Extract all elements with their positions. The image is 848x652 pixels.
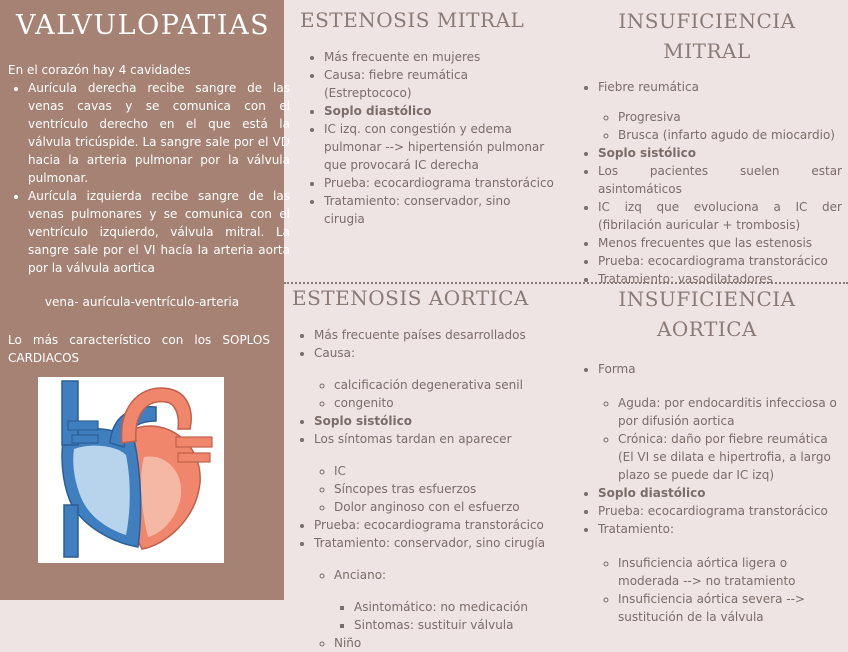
blood-flow-text: vena- aurícula-ventrículo-arteria	[44, 295, 240, 309]
estenosis-mitral-section	[292, 6, 554, 228]
list-item: ◦ Dolor anginoso con el esfuerzo	[334, 498, 554, 516]
list-item: • Aurícula izquierda recibe sangre de las venas pulmonares y se comunica con el ventrículo izquierdo, válvula mitral. La sangre sale por el VI hacía la arteria aorta por la válvula aortica	[28, 187, 290, 277]
page-title: VALVULOPATIAS	[16, 10, 271, 41]
list-item: ◦ Insuficiencia aórtica ligera o moderada --> no tratamiento	[618, 554, 842, 590]
list-item-label: Fiebre reumática	[598, 80, 699, 94]
list-item	[598, 78, 842, 144]
list-item	[334, 566, 554, 634]
list-item: • Soplo sistólico	[598, 144, 842, 162]
list-item: ◦ Brusca (infarto agudo de miocardio)	[618, 126, 842, 144]
intro-text: En el corazón hay 4 cavidades	[8, 63, 191, 77]
section-title-line: INSUFICIENCIA	[618, 9, 796, 33]
section-title: ESTENOSIS AORTICA	[292, 286, 529, 310]
list-item-label: Tratamiento: conservador, sino cirugía	[314, 536, 546, 550]
list-item: ◦ Síncopes tras esfuerzos	[334, 480, 554, 498]
list-item: • Menos frecuentes que las estenosis	[598, 234, 842, 252]
list-item: • Prueba: ecocardiograma transtorácico	[598, 252, 842, 270]
list-item: • Aurícula derecha recibe sangre de las venas cavas y se comunica con el ventrículo derecho en el que está la válvula tricúspide. La sangre sale por el VD hacia la arteria pulmonar por la válvula pulmonar.	[28, 79, 290, 187]
heart-diagram	[38, 377, 224, 563]
list-item: • Tratamiento: conservador, sino cirugia	[324, 192, 554, 228]
list-item	[314, 344, 554, 412]
list-item: ◦ Crónica: daño por fiebre reumática (El VI se dilata e hipertrofia, a largo plazo se puede dar IC izq)	[618, 430, 842, 484]
cavities-list	[8, 79, 290, 277]
list-item: • IC izq. con congestión y edema pulmonar --> hipertensión pulmonar que provocará IC derecha	[324, 120, 554, 174]
list-item: ▪ Sintomas: sustituir válvula	[354, 616, 554, 634]
list-item: • Los pacientes suelen estar asintomáticos	[598, 162, 842, 198]
list-item: • Causa: fiebre reumática (Estreptococo)	[324, 66, 554, 102]
heart-illustration	[38, 377, 224, 563]
list-item: • Más frecuente en mujeres	[324, 48, 554, 66]
insuficiencia-aortica-section	[572, 284, 842, 626]
section-title	[572, 6, 842, 66]
insuficiencia-aortica-list	[572, 360, 842, 626]
section-title-line: MITRAL	[663, 39, 751, 63]
list-item: ◦ Insuficiencia aórtica severa --> sustitución de la válvula	[618, 590, 842, 626]
list-item: ◦ Niño	[334, 634, 554, 652]
insuficiencia-mitral-list	[572, 78, 842, 288]
estenosis-mitral-list	[292, 48, 554, 228]
list-item: • Prueba: ecocardiograma transtorácico	[598, 502, 842, 520]
list-item: • Tratamiento: vasodilatadores	[598, 270, 842, 288]
list-item-label: Forma	[598, 362, 636, 376]
list-item: ▪ Asintomático: no medicación	[354, 598, 554, 616]
list-item-label: Tratamiento:	[598, 522, 675, 536]
list-item: • Prueba: ecocardiograma transtorácico	[314, 516, 554, 534]
section-title-line: AORTICA	[656, 317, 758, 341]
list-item: ◦ Aguda: por endocarditis infecciosa o por difusión aortica	[618, 394, 842, 430]
list-item: ◦ calcificación degenerativa senil	[334, 376, 554, 394]
estenosis-aortica-list	[292, 326, 554, 652]
list-item: • Soplo diastólico	[598, 484, 842, 502]
list-item: • Prueba: ecocardiograma transtorácico	[324, 174, 554, 192]
list-item-label: Los síntomas tardan en aparecer	[314, 432, 512, 446]
list-item: • IC izq que evoluciona a IC der (fibrilación auricular + trombosis)	[598, 198, 842, 234]
list-item	[598, 360, 842, 484]
list-item: • Soplo sistólico	[314, 412, 554, 430]
list-item-label: Anciano:	[334, 568, 387, 582]
list-item	[314, 534, 554, 652]
left-sidebar	[0, 0, 290, 600]
section-title: ESTENOSIS MITRAL	[300, 8, 525, 32]
list-item: • Soplo diastólico	[324, 102, 554, 120]
estenosis-aortica-section	[292, 284, 554, 652]
list-item-label: Causa:	[314, 346, 355, 360]
list-item: ◦ Progresiva	[618, 108, 842, 126]
list-item: • Más frecuente países desarrollados	[314, 326, 554, 344]
list-item: ◦ IC	[334, 462, 554, 480]
soplos-text: Lo más característico con los SOPLOS CARDIACOS	[8, 333, 270, 365]
list-item	[314, 430, 554, 516]
section-title-line: INSUFICIENCIA	[618, 287, 796, 311]
list-item	[598, 520, 842, 626]
section-title	[572, 284, 842, 344]
list-item: ◦ congenito	[334, 394, 554, 412]
insuficiencia-mitral-section	[572, 6, 842, 288]
